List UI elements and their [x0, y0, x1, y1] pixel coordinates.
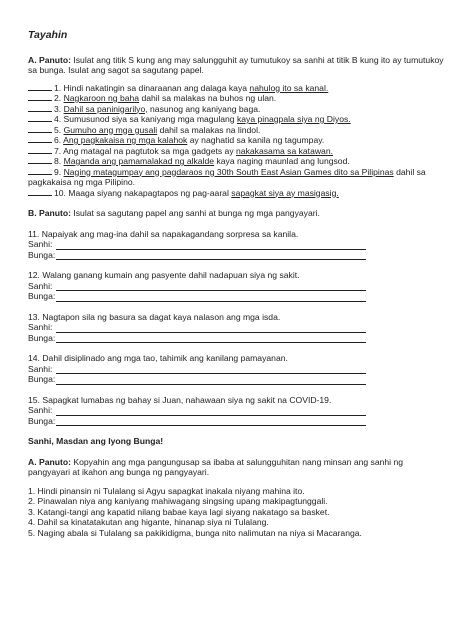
part-a-label: A. Panuto: — [28, 54, 71, 65]
item-text-after: ay naghatid sa kanila ng tagumpay. — [187, 135, 325, 145]
item-underlined-text: kaya pinagpala siya ng Diyos. — [236, 114, 351, 124]
section2-instructions — [28, 457, 446, 478]
sanhi-label: Sanhi: — [28, 239, 53, 249]
part-a-item — [28, 156, 446, 167]
part-a-item — [28, 93, 446, 104]
bunga-row — [28, 374, 446, 385]
section2-label: A. Panuto: — [28, 456, 71, 467]
part-b-question — [28, 270, 446, 302]
sanhi-label: Sanhi: — [28, 363, 53, 374]
item-underlined-text: nakakasama sa katawan. — [236, 145, 334, 156]
part-b-question — [28, 312, 446, 344]
bunga-label: Bunga: — [28, 332, 56, 343]
answer-blank[interactable] — [28, 153, 52, 154]
question-text: 14. Dahil disiplinado ang mga tao, tahimik ang kanilang pamayanan. — [28, 353, 288, 363]
item-text-after: kaya naging maunlad ang lungsod. — [214, 156, 350, 166]
bunga-row — [28, 416, 446, 427]
sanhi-row — [28, 364, 446, 375]
sanhi-row — [28, 322, 446, 333]
item-underlined-text: Ang pagkakaisa ng mga kalahok — [63, 135, 188, 145]
item-underlined-text: Dahil sa paninigarilyo, — [63, 103, 148, 114]
question-text: 15. Sapagkat lumabas ng bahay si Juan, nahawaan siya ng sakit na COVID-19. — [28, 394, 332, 405]
section2-item: 5. Naging abala si Tulalang sa pakikidigma, bunga nito nalimutan na niya si Macaranga. — [28, 527, 362, 538]
item-text: 7. Ang matagal na pagtutok sa mga gadgets ay — [54, 145, 237, 156]
bunga-label: Bunga: — [28, 374, 56, 384]
part-a-item — [28, 167, 446, 188]
sanhi-label: Sanhi: — [28, 405, 53, 415]
answer-blank[interactable] — [28, 174, 52, 175]
section2-item: 3. Katangi-tangi ang kapatid nilang babae kaya lagi siyang nakatago sa basket. — [28, 506, 330, 517]
section2-text: Kopyahin ang mga pangungusap sa ibaba at salungguhitan nang minsan ang sanhi ng pangyayari at ikahon ang bunga ng pangyayari. — [28, 456, 404, 477]
section2-item: 4. Dahil sa kinatatakutan ang higante, hinanap siya ni Tulalang. — [28, 517, 269, 527]
item-underlined-text: Naging matagumpay ang pagdaraos ng 30th South East Asian Games dito sa Pilipinas — [63, 166, 394, 177]
sanhi-label: Sanhi: — [28, 322, 53, 332]
item-text: 3. — [54, 103, 64, 114]
item-text-after: dahil sa pagkakaisa ng mga Pilipino. — [28, 166, 426, 187]
item-underlined-text: Maganda ang pamamalakad ng alkalde — [63, 156, 215, 166]
sanhi-row — [28, 281, 446, 292]
part-a-item — [28, 146, 446, 157]
answer-line[interactable] — [56, 334, 366, 343]
part-a-item — [28, 104, 446, 115]
part-a-item — [28, 125, 446, 136]
item-underlined-text: sapagkat siya ay masigasig. — [231, 187, 339, 198]
answer-line[interactable] — [56, 407, 366, 416]
answer-line[interactable] — [56, 417, 366, 426]
section2-items — [28, 486, 446, 539]
bunga-label: Bunga: — [28, 249, 56, 260]
sanhi-label: Sanhi: — [28, 280, 53, 291]
part-b-question — [28, 229, 446, 261]
item-text: 10. Maaga siyang nakapagtapos ng pag-aaral — [54, 187, 232, 198]
item-text-after: dahil sa malakas na lindol. — [157, 124, 261, 135]
item-text: 4. Sumusunod siya sa kaniyang mga magulang — [54, 114, 237, 124]
page-title: Tayahin — [28, 29, 68, 41]
item-text: 2. — [54, 93, 64, 103]
part-b-instructions — [28, 208, 446, 219]
answer-blank[interactable] — [28, 142, 52, 143]
item-text: 5. — [54, 124, 64, 135]
bunga-row — [28, 250, 446, 261]
bunga-row — [28, 333, 446, 344]
part-b-questions — [28, 229, 446, 427]
part-a-item — [28, 83, 446, 94]
part-b-question — [28, 353, 446, 385]
part-a-items — [28, 83, 446, 199]
section2-title: Sanhi, Masdan ang Iyong Bunga! — [28, 436, 164, 446]
item-text: 9. — [54, 166, 64, 177]
sanhi-row — [28, 405, 446, 416]
answer-blank[interactable] — [28, 111, 52, 112]
item-text: 6. — [54, 135, 64, 145]
part-b-label: B. Panuto: — [28, 208, 71, 218]
part-a-item — [28, 114, 446, 125]
answer-blank[interactable] — [28, 100, 52, 101]
item-text-after: dahil sa malakas na buhos ng ulan. — [139, 93, 277, 103]
answer-line[interactable] — [56, 282, 366, 291]
part-a-text: Isulat ang titik S kung ang may salungguhit ay tumutukoy sa sanhi at titik B kung ito ay tumutukoy sa bunga. Isulat ang sagot sa sagutang papel. — [28, 54, 444, 75]
part-a-item — [28, 135, 446, 146]
answer-line[interactable] — [56, 293, 366, 302]
bunga-label: Bunga: — [28, 415, 56, 426]
answer-line[interactable] — [56, 251, 366, 260]
item-underlined-text: Gumuho ang mga gusali — [63, 124, 158, 135]
part-a-item — [28, 188, 446, 199]
answer-line[interactable] — [56, 241, 366, 250]
item-text-after: nasunog ang kaniyang baga. — [147, 103, 261, 114]
answer-blank[interactable] — [28, 121, 52, 122]
answer-line[interactable] — [56, 324, 366, 333]
part-b-question — [28, 395, 446, 427]
answer-blank[interactable] — [28, 132, 52, 133]
sanhi-row — [28, 239, 446, 250]
bunga-row — [28, 291, 446, 302]
answer-blank[interactable] — [28, 163, 52, 164]
part-a-instructions — [28, 55, 446, 76]
answer-blank[interactable] — [28, 195, 52, 196]
item-underlined-text: nahulog ito sa kanal. — [249, 82, 329, 93]
section2-item: 1. Hindi pinansin ni Tulalang si Agyu sapagkat inakala niyang mahina ito. — [28, 485, 305, 496]
answer-blank[interactable] — [28, 90, 52, 91]
item-text: 1. Hindi nakatingin sa dinaraanan ang dalaga kaya — [54, 82, 250, 93]
part-b-text: Isulat sa sagutang papel ang sanhi at bunga ng mga pangyayari. — [70, 208, 320, 218]
answer-line[interactable] — [56, 365, 366, 374]
question-text: 12. Walang ganang kumain ang pasyente dahil nadapuan siya ng sakit. — [28, 270, 300, 280]
item-text: 8. — [54, 156, 64, 166]
bunga-label: Bunga: — [28, 291, 56, 301]
answer-line[interactable] — [56, 376, 366, 385]
question-text: 11. Napaiyak ang mag-ina dahil sa napakagandang sorpresa sa kanila. — [28, 228, 299, 239]
section2-item: 2. Pinawalan niya ang kaniyang mahiwagang singsing upang makipagtunggali. — [28, 496, 328, 506]
question-text: 13. Nagtapon sila ng basura sa dagat kaya nalason ang mga isda. — [28, 311, 281, 322]
item-underlined-text: Nagkaroon ng baha — [63, 93, 140, 103]
